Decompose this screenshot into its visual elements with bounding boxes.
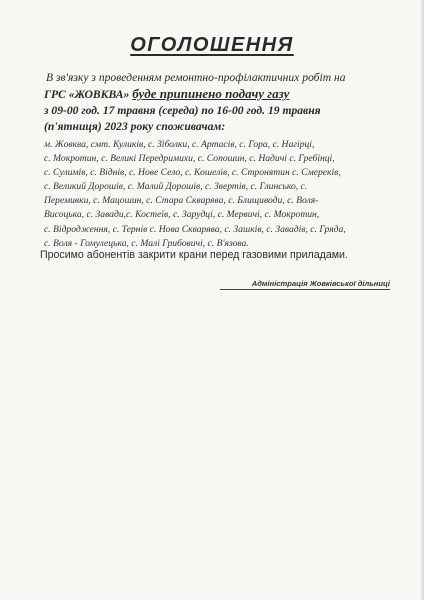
notice-intro xyxy=(44,70,390,135)
settlements-line: с. Сулимів, с. Віднів, с. Нове Село, с. Кошелів, с. Стронятин с. Смереків, xyxy=(44,167,341,179)
settlements-line: с. Великий Дорошів, с. Малий Дорошів, с. Звертів, с. Глинсько, с. xyxy=(44,181,308,193)
intro-line-1: В зв'язку з проведенням ремонтно-профілактичних робіт на xyxy=(46,71,346,84)
settlements-line: с. Відродження, с. Тернів с. Нова Скварява, с. Зашків, с. Завадів, с. Грядa, xyxy=(44,223,346,235)
notice-title xyxy=(0,34,424,57)
intro-line-3: з 09-00 год. 17 травня (середа) по 16-00 год. 19 травня xyxy=(44,104,321,117)
administration-signature: Адміністрація Жовківської дільниці xyxy=(220,279,390,290)
subscriber-request: Просимо абонентів закрити крани перед газовими приладами. xyxy=(40,249,348,261)
settlements-line: Висоцька, с. Завади,с. Костеїв, с. Зарудці, с. Мервичі, с. Мокротин, xyxy=(44,209,320,221)
intro-line-2 xyxy=(44,86,390,103)
settlements-line: с. Мокротин, с. Великі Передримихи, с. Сопошин, с. Надичі с. Гребінці, xyxy=(44,153,335,165)
settlements-line: с. Воля - Гомулецька, с. Малі Грибовичі, с. В'язова. xyxy=(44,237,249,249)
settlements-list xyxy=(44,138,388,251)
settlements-line: Перемивки, с. Мацошин, с. Стара Скварява, с. Блищиводи, с. Воля- xyxy=(44,195,319,207)
intro-station: ГРС «ЖОВКВА» xyxy=(44,88,133,101)
notice-title-text: ОГОЛОШЕННЯ xyxy=(130,34,294,56)
settlements-line: м. Жовква, смт. Куликів, с. Зіболки, с. Артасів, с. Гора, с. Нагірці, xyxy=(44,139,315,150)
intro-line-4: (п'ятниця) 2023 року споживачам: xyxy=(44,120,226,133)
gas-stop-highlight: буде припинено подачу газу xyxy=(132,86,290,101)
